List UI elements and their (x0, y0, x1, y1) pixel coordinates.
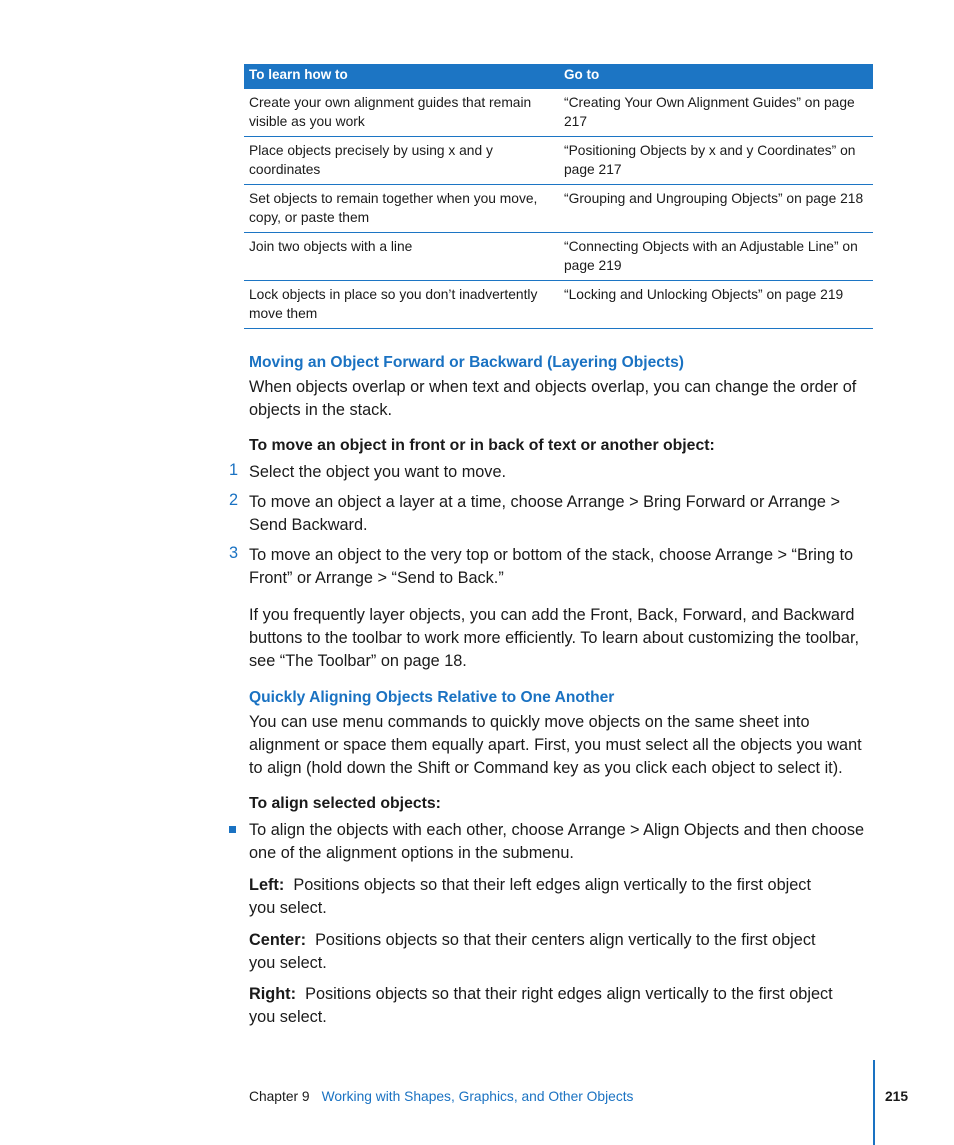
table-cell-link[interactable]: “Creating Your Own Alignment Guides” on page 217 (564, 95, 855, 129)
bullet-square-icon (229, 826, 236, 833)
step-text: Select the object you want to move. (249, 463, 507, 481)
option-desc: Positions objects so that their right edges align vertically to the first object you select. (249, 985, 833, 1026)
table-row (244, 233, 873, 281)
footer-chapter: Chapter 9 (249, 1089, 310, 1104)
header-learn: To learn how to (249, 67, 348, 82)
layering-note: If you frequently layer objects, you can add the Front, Back, Forward, and Backward buttons to the toolbar to work more efficiently. To learn about customizing the toolbar, see “The Toolbar” on page 18. (249, 606, 859, 670)
option-desc: Positions objects so that their centers align vertically to the first object you select. (249, 931, 816, 972)
table-header (244, 64, 873, 89)
step-text: To move an object a layer at a time, choose Arrange > Bring Forward or Arrange > Send Backward. (249, 493, 840, 534)
table-row (244, 137, 873, 185)
page-number: 215 (885, 1089, 909, 1104)
section-heading-layering: Moving an Object Forward or Backward (Layering Objects) (249, 354, 684, 371)
option-desc: Positions objects so that their left edges align vertically to the first object you select. (249, 876, 811, 917)
option-term: Right: (249, 985, 297, 1003)
header-goto: Go to (564, 67, 600, 82)
table-row (244, 185, 873, 233)
section-intro-layering: When objects overlap or when text and objects overlap, you can change the order of objects in the stack. (249, 378, 857, 419)
table-row (244, 281, 873, 329)
reference-table (244, 64, 873, 329)
footer-chapter-title[interactable]: Working with Shapes, Graphics, and Other Objects (321, 1089, 634, 1104)
table-cell-task: Join two objects with a line (249, 239, 413, 254)
table-cell-link[interactable]: “Grouping and Ungrouping Objects” on page 218 (564, 191, 864, 206)
table-row (244, 89, 873, 137)
task-title-aligning: To align selected objects: (249, 795, 441, 812)
step-text: To move an object to the very top or bottom of the stack, choose Arrange > “Bring to Front” or Arrange > “Send to Back.” (249, 546, 854, 587)
table-cell-link[interactable]: “Locking and Unlocking Objects” on page 219 (564, 287, 844, 302)
option-term: Left: (249, 876, 285, 894)
align-option-right (249, 983, 849, 1029)
align-option-center (249, 929, 829, 975)
table-cell-task: Set objects to remain together when you move, copy, or paste them (249, 191, 538, 225)
table-cell-link[interactable]: “Connecting Objects with an Adjustable Line” on page 219 (564, 239, 858, 273)
footer-divider (873, 1060, 875, 1145)
bullet-text: To align the objects with each other, choose Arrange > Align Objects and then choose one of the alignment options in the submenu. (249, 821, 865, 862)
table-cell-task: Create your own alignment guides that remain visible as you work (249, 95, 532, 129)
step-number: 1 (229, 461, 239, 479)
task-title-layering: To move an object in front or in back of text or another object: (249, 437, 715, 454)
table-cell-task: Lock objects in place so you don’t inadvertently move them (249, 287, 538, 321)
step-number: 3 (229, 544, 239, 562)
page-footer (249, 1089, 633, 1104)
align-option-left (249, 874, 829, 920)
table-cell-task: Place objects precisely by using x and y coordinates (249, 143, 493, 177)
option-term: Center: (249, 931, 306, 949)
table-cell-link[interactable]: “Positioning Objects by x and y Coordinates” on page 217 (564, 143, 856, 177)
section-intro-aligning: You can use menu commands to quickly move objects on the same sheet into alignment or space them equally apart. First, you must select all the objects you want to align (hold down the Shift or Command key as you click each object to select it). (249, 713, 862, 777)
section-heading-aligning: Quickly Aligning Objects Relative to One Another (249, 689, 615, 706)
step-number: 2 (229, 491, 239, 509)
